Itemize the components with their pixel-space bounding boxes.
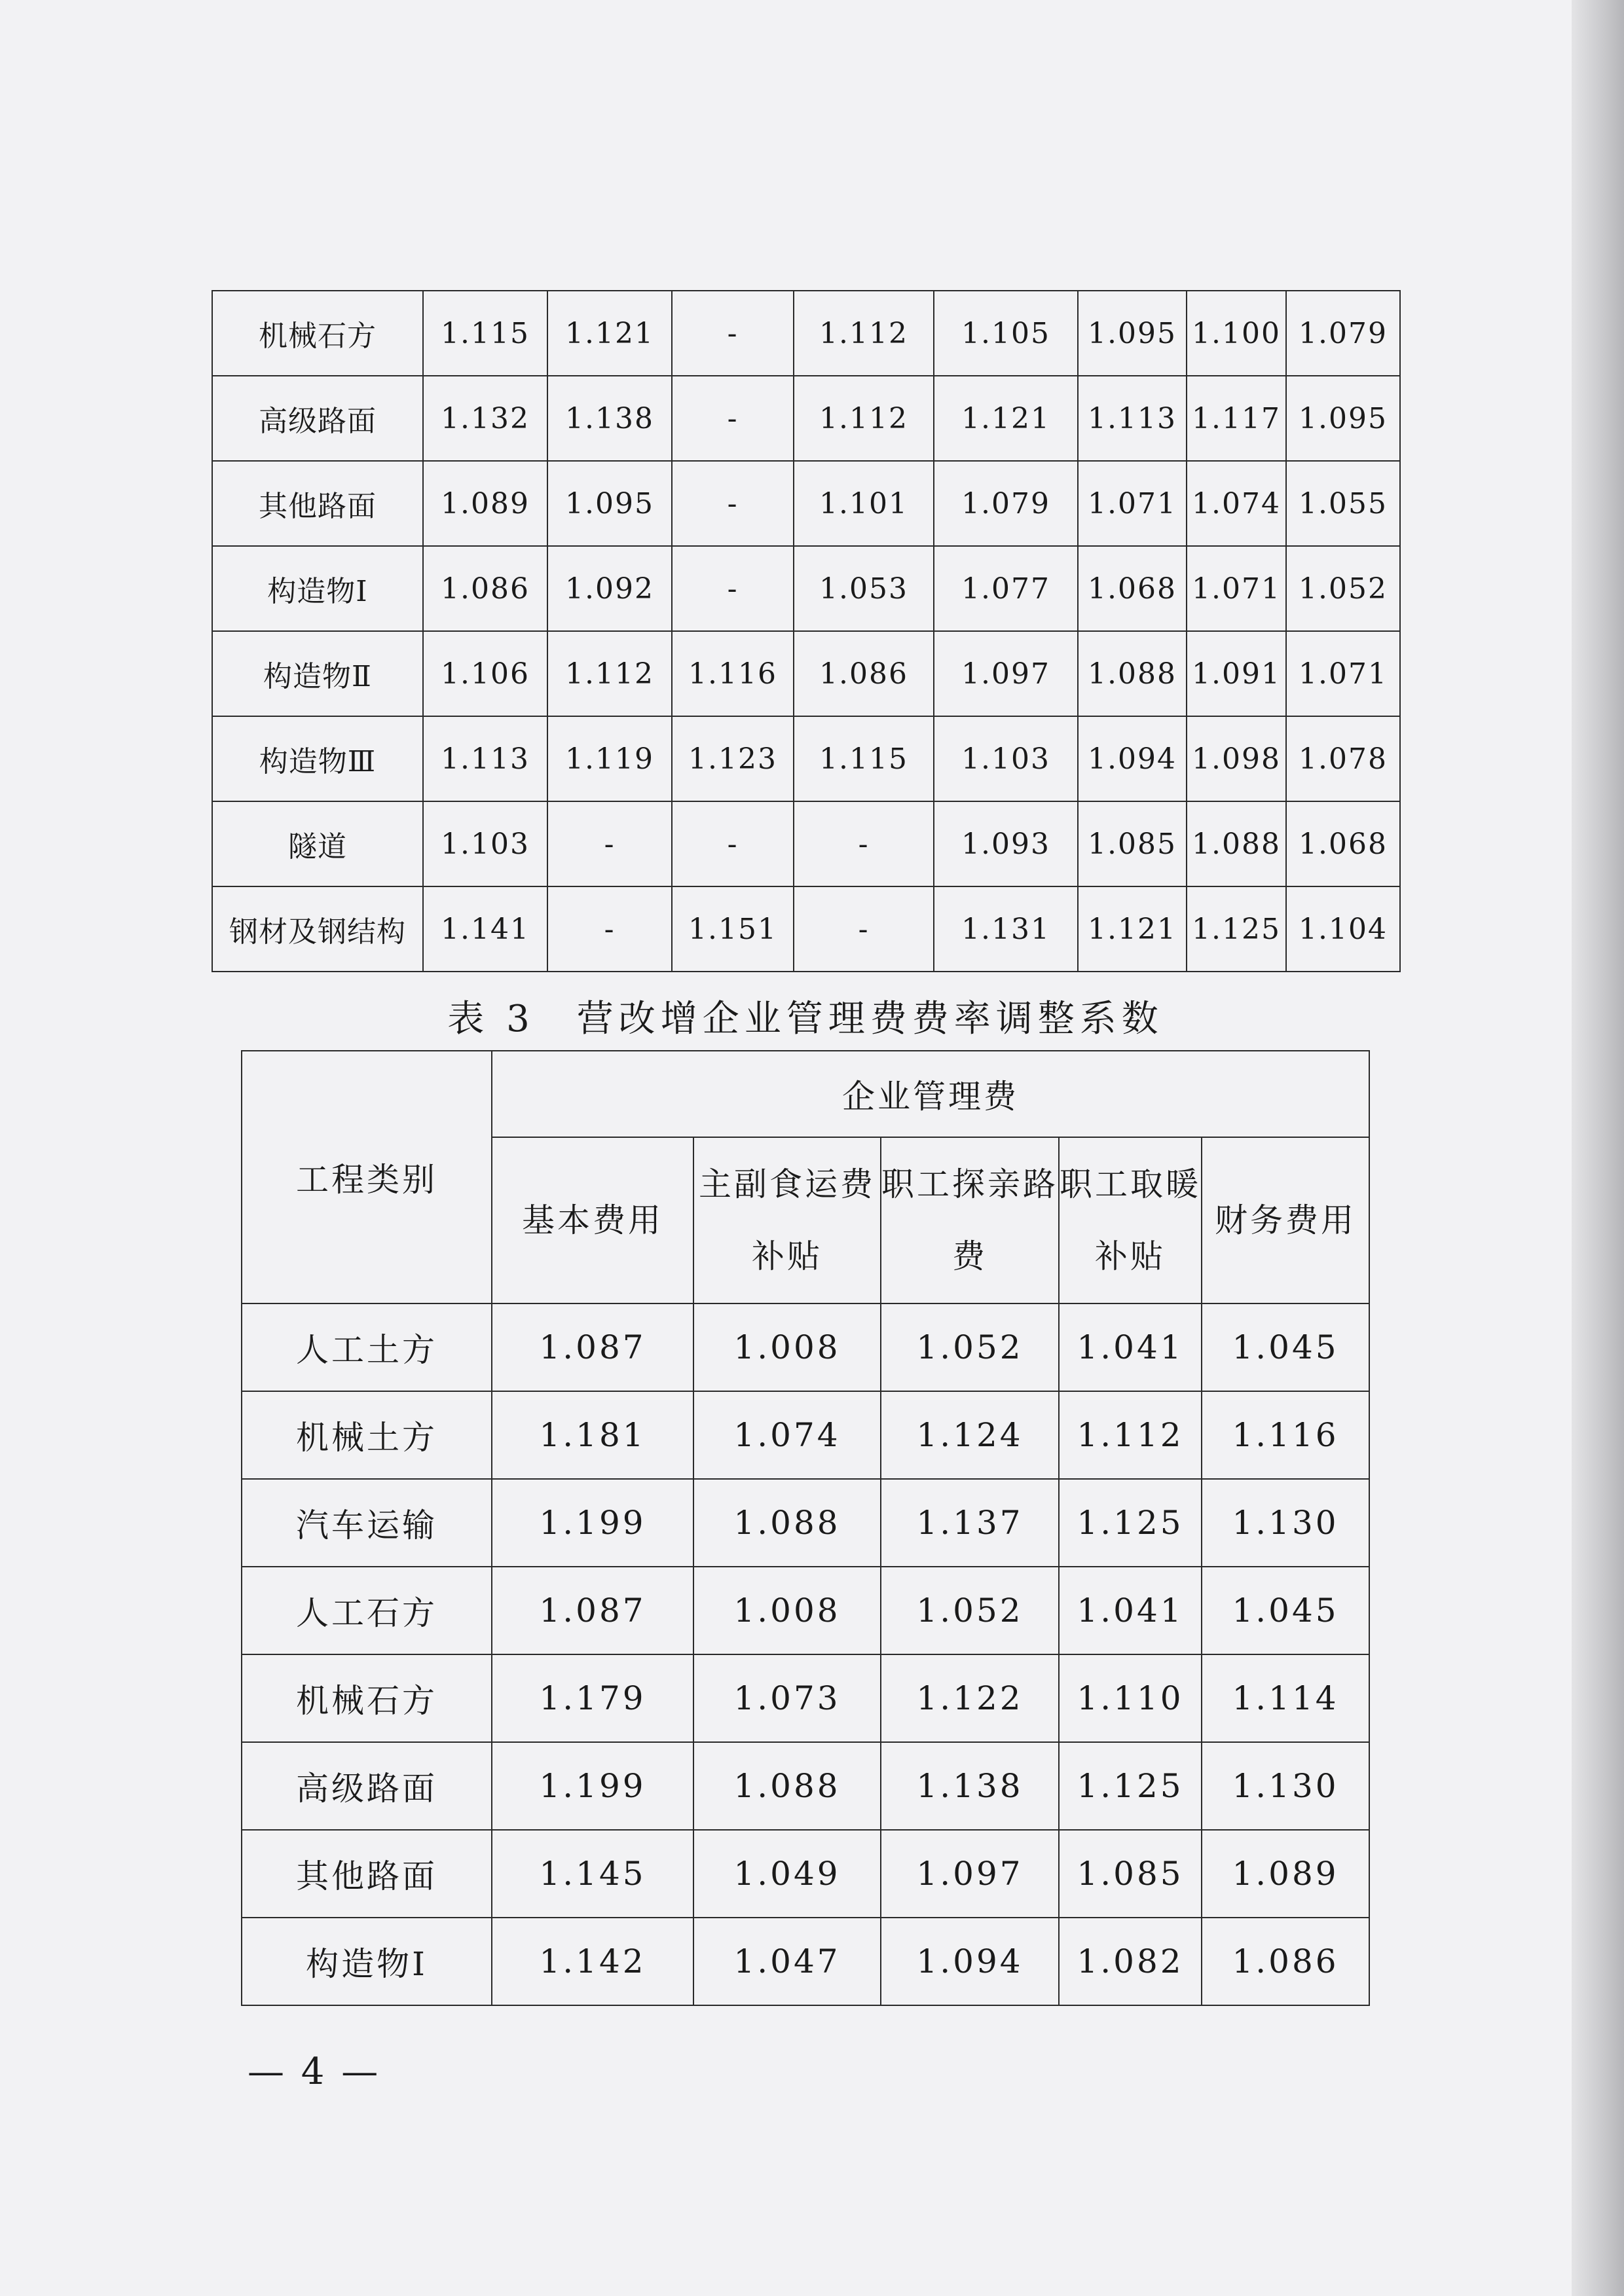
coefficient-cell: 1.106: [423, 631, 547, 716]
table-3-header: [242, 1051, 1369, 1303]
coefficient-cell: 1.112: [794, 291, 934, 376]
coefficient-cell: 1.079: [1286, 291, 1400, 376]
coefficient-cell: 1.041: [1059, 1567, 1202, 1654]
table-row: [212, 716, 1400, 801]
coefficient-cell: 1.045: [1202, 1303, 1369, 1391]
row-category: 高级路面: [212, 376, 423, 461]
coefficient-cell: 1.094: [1078, 716, 1187, 801]
coefficient-cell: 1.086: [423, 546, 547, 631]
coefficient-cell: 1.008: [693, 1303, 881, 1391]
coefficient-cell: 1.112: [1059, 1391, 1202, 1479]
row-category: 隧道: [212, 801, 423, 886]
coefficient-cell: 1.041: [1059, 1303, 1202, 1391]
table-row: [242, 1303, 1369, 1391]
coefficient-cell: 1.071: [1286, 631, 1400, 716]
table-row: [212, 376, 1400, 461]
column-header: 主副食运费补贴: [693, 1137, 881, 1303]
table-row: [242, 1654, 1369, 1742]
coefficient-cell: -: [547, 886, 672, 972]
row-category: 构造物Ⅲ: [212, 716, 423, 801]
row-category: 机械土方: [242, 1391, 492, 1479]
coefficient-cell: 1.088: [1187, 801, 1286, 886]
column-header: 财务费用: [1202, 1137, 1369, 1303]
coefficient-cell: 1.045: [1202, 1567, 1369, 1654]
coefficient-cell: 1.086: [1202, 1918, 1369, 2005]
coefficient-cell: 1.073: [693, 1654, 881, 1742]
column-header: 基本费用: [492, 1137, 693, 1303]
coefficient-cell: 1.103: [423, 801, 547, 886]
coefficient-cell: 1.105: [934, 291, 1078, 376]
coefficient-cell: 1.145: [492, 1830, 693, 1918]
row-category: 构造物Ⅱ: [212, 631, 423, 716]
coefficient-cell: 1.052: [881, 1303, 1059, 1391]
page-number: — 4 —: [248, 2050, 381, 2093]
header-project-category: 工程类别: [242, 1051, 492, 1303]
coefficient-cell: 1.088: [693, 1742, 881, 1830]
table-row: [212, 631, 1400, 716]
coefficient-cell: -: [672, 546, 794, 631]
coefficient-cell: 1.151: [672, 886, 794, 972]
coefficient-cell: 1.116: [1202, 1391, 1369, 1479]
table-row: [242, 1567, 1369, 1654]
coefficient-cell: 1.138: [881, 1742, 1059, 1830]
table-3-body: [242, 1303, 1369, 2005]
coefficient-cell: 1.115: [794, 716, 934, 801]
coefficient-cell: 1.087: [492, 1567, 693, 1654]
coefficient-cell: 1.089: [423, 461, 547, 546]
row-category: 高级路面: [242, 1742, 492, 1830]
table-row: [212, 461, 1400, 546]
coefficient-cell: 1.088: [693, 1479, 881, 1567]
coefficient-cell: 1.112: [547, 631, 672, 716]
coefficient-cell: -: [794, 801, 934, 886]
coefficient-cell: 1.088: [1078, 631, 1187, 716]
coefficient-cell: 1.094: [881, 1918, 1059, 2005]
coefficient-cell: 1.052: [881, 1567, 1059, 1654]
coefficient-cell: 1.095: [547, 461, 672, 546]
row-category: 钢材及钢结构: [212, 886, 423, 972]
coefficient-cell: 1.091: [1187, 631, 1286, 716]
table-3-caption: 表 3 营改增企业管理费费率调整系数: [447, 998, 1164, 1040]
coefficient-cell: 1.115: [423, 291, 547, 376]
table-row: [242, 1479, 1369, 1567]
coefficient-cell: 1.125: [1059, 1742, 1202, 1830]
coefficient-cell: 1.137: [881, 1479, 1059, 1567]
coefficient-cell: 1.068: [1286, 801, 1400, 886]
coefficient-cell: 1.121: [1078, 886, 1187, 972]
coefficient-cell: 1.112: [794, 376, 934, 461]
coefficient-cell: 1.104: [1286, 886, 1400, 972]
table-row: [242, 1742, 1369, 1830]
table-row: [212, 546, 1400, 631]
coefficient-cell: 1.113: [1078, 376, 1187, 461]
coefficient-cell: 1.100: [1187, 291, 1286, 376]
row-category: 其他路面: [242, 1830, 492, 1918]
coefficient-cell: 1.085: [1059, 1830, 1202, 1918]
coefficient-cell: 1.125: [1059, 1479, 1202, 1567]
coefficient-cell: 1.130: [1202, 1479, 1369, 1567]
coefficient-cell: 1.142: [492, 1918, 693, 2005]
row-category: 机械石方: [212, 291, 423, 376]
table-row: [242, 1830, 1369, 1918]
row-category: 人工土方: [242, 1303, 492, 1391]
coefficient-cell: 1.138: [547, 376, 672, 461]
coefficient-cell: 1.098: [1187, 716, 1286, 801]
coefficient-cell: 1.116: [672, 631, 794, 716]
table-row: [242, 1918, 1369, 2005]
coefficient-cell: 1.049: [693, 1830, 881, 1918]
coefficient-cell: 1.095: [1078, 291, 1187, 376]
coefficient-cell: -: [672, 376, 794, 461]
coefficient-cell: 1.123: [672, 716, 794, 801]
coefficient-cell: 1.053: [794, 546, 934, 631]
coefficient-cell: 1.181: [492, 1391, 693, 1479]
coefficient-cell: 1.119: [547, 716, 672, 801]
coefficient-cell: 1.199: [492, 1742, 693, 1830]
coefficient-cell: 1.131: [934, 886, 1078, 972]
column-header: 职工取暖补贴: [1059, 1137, 1202, 1303]
coefficient-cell: 1.047: [693, 1918, 881, 2005]
header-management-fee: 企业管理费: [492, 1051, 1369, 1137]
row-category: 人工石方: [242, 1567, 492, 1654]
coefficient-cell: 1.068: [1078, 546, 1187, 631]
coefficient-cell: 1.079: [934, 461, 1078, 546]
row-category: 其他路面: [212, 461, 423, 546]
page-edge: [1572, 0, 1624, 2296]
coefficient-cell: 1.117: [1187, 376, 1286, 461]
coefficient-cell: 1.179: [492, 1654, 693, 1742]
coefficient-cell: 1.124: [881, 1391, 1059, 1479]
row-category: 机械石方: [242, 1654, 492, 1742]
table-row: [212, 291, 1400, 376]
coefficient-cell: 1.086: [794, 631, 934, 716]
table-row: [242, 1391, 1369, 1479]
coefficient-cell: 1.092: [547, 546, 672, 631]
coefficient-cell: -: [672, 291, 794, 376]
coefficient-cell: 1.132: [423, 376, 547, 461]
coefficient-cell: 1.097: [881, 1830, 1059, 1918]
coefficient-cell: 1.121: [547, 291, 672, 376]
table-3: [241, 1050, 1370, 2006]
row-category: 构造物Ⅰ: [242, 1918, 492, 2005]
coefficient-cell: 1.071: [1078, 461, 1187, 546]
coefficient-cell: 1.077: [934, 546, 1078, 631]
coefficient-cell: 1.093: [934, 801, 1078, 886]
coefficient-cell: -: [672, 461, 794, 546]
coefficient-cell: 1.052: [1286, 546, 1400, 631]
coefficient-cell: 1.103: [934, 716, 1078, 801]
upper-coefficient-table: [212, 290, 1401, 972]
coefficient-cell: 1.008: [693, 1567, 881, 1654]
upper-table-body: [212, 291, 1400, 972]
table-row: [212, 801, 1400, 886]
coefficient-cell: 1.097: [934, 631, 1078, 716]
coefficient-cell: 1.055: [1286, 461, 1400, 546]
row-category: 汽车运输: [242, 1479, 492, 1567]
coefficient-cell: 1.130: [1202, 1742, 1369, 1830]
coefficient-cell: -: [547, 801, 672, 886]
coefficient-cell: 1.071: [1187, 546, 1286, 631]
coefficient-cell: 1.095: [1286, 376, 1400, 461]
coefficient-cell: 1.082: [1059, 1918, 1202, 2005]
coefficient-cell: 1.199: [492, 1479, 693, 1567]
row-category: 构造物Ⅰ: [212, 546, 423, 631]
coefficient-cell: 1.101: [794, 461, 934, 546]
coefficient-cell: 1.085: [1078, 801, 1187, 886]
table-row: [212, 886, 1400, 972]
coefficient-cell: 1.114: [1202, 1654, 1369, 1742]
coefficient-cell: 1.074: [1187, 461, 1286, 546]
coefficient-cell: 1.122: [881, 1654, 1059, 1742]
coefficient-cell: 1.074: [693, 1391, 881, 1479]
coefficient-cell: 1.141: [423, 886, 547, 972]
coefficient-cell: 1.087: [492, 1303, 693, 1391]
coefficient-cell: 1.121: [934, 376, 1078, 461]
coefficient-cell: 1.089: [1202, 1830, 1369, 1918]
column-header: 职工探亲路费: [881, 1137, 1059, 1303]
coefficient-cell: -: [794, 886, 934, 972]
coefficient-cell: 1.078: [1286, 716, 1400, 801]
coefficient-cell: 1.125: [1187, 886, 1286, 972]
coefficient-cell: 1.110: [1059, 1654, 1202, 1742]
coefficient-cell: -: [672, 801, 794, 886]
coefficient-cell: 1.113: [423, 716, 547, 801]
